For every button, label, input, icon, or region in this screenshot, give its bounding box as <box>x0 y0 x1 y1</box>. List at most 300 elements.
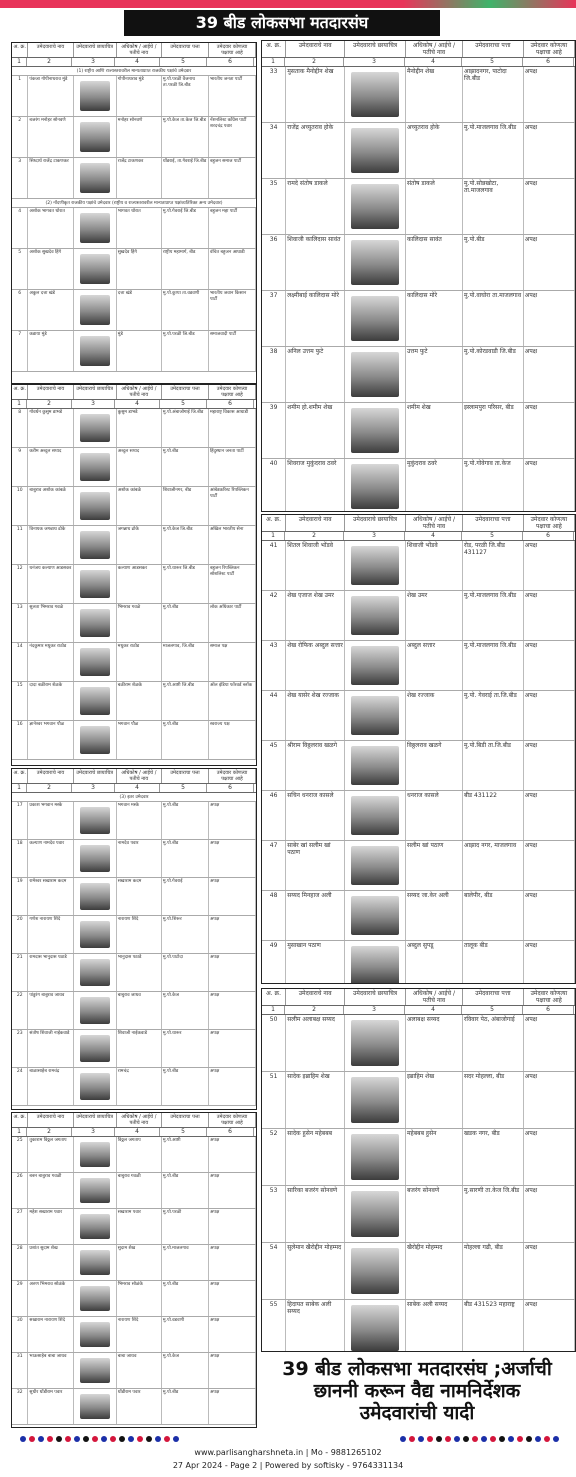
candidate-photo-cell <box>74 1209 117 1244</box>
candidate-party: अपक्ष <box>209 802 256 839</box>
candidate-name: भाऊसाहेब बाबा जाधव <box>28 1353 73 1388</box>
candidate-party: अपक्ष <box>209 1353 256 1388</box>
candidate-photo <box>80 807 110 834</box>
candidate-party: आंबेडकरिस्ट रिपब्लिकन पार्टी <box>209 487 256 525</box>
column-number: 2 <box>27 784 72 792</box>
candidate-name: शिवाजी कालिदास सावंत <box>286 235 345 290</box>
candidate-photo <box>351 1248 399 1294</box>
decorative-dot <box>517 1436 523 1442</box>
header-cell-party: उमेदवार कोणत्या पक्षाचा आहे <box>209 769 256 783</box>
candidate-table-6 <box>261 514 576 984</box>
candidate-name: अशोक सुखदेव हिंगे <box>28 249 73 289</box>
candidate-relative-name: बळीराम शेळके <box>117 682 162 720</box>
table-row <box>12 1245 256 1281</box>
candidate-photo-cell <box>74 1137 117 1172</box>
candidate-party: अपक्ष <box>524 403 575 458</box>
candidate-photo-cell <box>345 1300 406 1352</box>
candidate-name: तुकाराम विठ्ठल जगताप <box>28 1137 73 1172</box>
header-cell-num: अ. क्र. <box>12 385 28 399</box>
column-number: 2 <box>27 1128 72 1136</box>
candidate-name: सचिन धनराज कासले <box>286 791 345 840</box>
candidate-table-1 <box>11 42 257 384</box>
table-header <box>12 769 256 784</box>
candidate-name: शितल शिवाजी भोंडवे <box>286 541 345 590</box>
decorative-dot <box>83 1436 89 1442</box>
candidate-address: मु.पो.पाटोदा <box>162 954 209 991</box>
candidate-relative-name: अशोक कांबळे <box>117 487 162 525</box>
candidate-photo-cell <box>74 117 117 157</box>
candidate-address: मु.पो.बिडी ता.जि.बीड <box>463 741 524 790</box>
candidate-photo-cell <box>74 1030 117 1067</box>
candidate-address: मु.पो.आष्टी जि.बीड <box>162 682 209 720</box>
table-row <box>262 891 575 941</box>
candidate-party: अपक्ष <box>209 1209 256 1244</box>
candidate-party: अपक्ष <box>524 291 575 346</box>
candidate-photo <box>80 81 110 111</box>
candidate-party: अपक्ष <box>524 591 575 640</box>
candidate-photo <box>80 1358 110 1383</box>
table-row <box>262 1072 575 1129</box>
candidate-party: नॅशनलिस्ट काँग्रेस पार्टी शरदचंद्र पवार <box>209 117 256 157</box>
decorative-dot <box>56 1436 62 1442</box>
candidate-photo <box>351 746 399 785</box>
candidate-relative-name: भिमराव सोळंके <box>117 1281 162 1316</box>
column-number: 1 <box>12 784 27 792</box>
header-cell-party: उमेदवार कोणत्या पक्षाचा आहे <box>209 43 256 57</box>
table-row <box>12 1173 256 1209</box>
decorative-dot <box>490 1436 496 1442</box>
decorative-dot <box>463 1436 469 1442</box>
header-cell-name: उमेदवाराचे नाव <box>28 1113 73 1127</box>
candidate-number: 16 <box>12 721 28 759</box>
candidate-photo-cell <box>74 1353 117 1388</box>
candidate-relative-name: नारायण शिंदे <box>117 916 162 953</box>
candidate-photo-cell <box>74 682 117 720</box>
candidate-address: मोहल्ला गढी, बीड <box>463 1243 524 1299</box>
candidate-photo <box>80 163 110 193</box>
header-cell-address: उमेदवाराचा पत्ता <box>463 989 524 1005</box>
candidate-name: सखाराम नारायण शिंदे <box>28 1317 73 1352</box>
table-row <box>262 641 575 691</box>
decorative-dot <box>418 1436 424 1442</box>
table-row <box>262 841 575 891</box>
table-row <box>262 1129 575 1186</box>
candidate-name: सिध्दार्थ राजेंद्र टाकणकर <box>28 158 73 198</box>
header-cell-photo: उमेदवाराचे छायाचित्र <box>345 515 406 531</box>
candidate-party: भारतीय जनता पार्टी <box>209 76 256 116</box>
column-number: 5 <box>160 400 207 408</box>
footer-site[interactable]: www.parlisangharshneta.in | Mo - 9881265102 <box>194 1448 382 1457</box>
candidate-name: बबन बाबुराव गवळी <box>28 1173 73 1208</box>
candidate-photo-cell <box>74 992 117 1029</box>
candidate-photo <box>351 946 399 984</box>
candidate-photo <box>351 696 399 735</box>
candidate-photo-cell <box>345 841 406 890</box>
candidate-party: अपक्ष <box>209 954 256 991</box>
table-row <box>12 526 256 565</box>
candidate-photo <box>80 531 110 559</box>
candidate-party: स्वराज्य पक्ष <box>209 721 256 759</box>
candidate-party: अपक्ष <box>524 235 575 290</box>
candidate-relative-name: बाबा जाधव <box>117 1353 162 1388</box>
decorative-dot <box>65 1436 71 1442</box>
candidate-name: विनायक जगन्नाथ ढोके <box>28 526 73 564</box>
candidate-address: बीड 431523 महाराष्ट्र <box>463 1300 524 1352</box>
candidate-number: 21 <box>12 954 28 991</box>
candidate-address: बीड 431122 <box>463 791 524 840</box>
decorative-dot <box>544 1436 550 1442</box>
candidate-photo-cell <box>345 459 406 512</box>
column-number: 3 <box>344 58 405 66</box>
candidate-party: अपक्ष <box>524 123 575 178</box>
header-cell-photo: उमेदवाराचे छायाचित्र <box>345 989 406 1005</box>
candidate-address: सदर मोहल्ला, बीड <box>463 1072 524 1128</box>
column-number: 1 <box>12 1128 27 1136</box>
table-row <box>12 802 256 840</box>
table-row <box>12 682 256 721</box>
candidate-relative-name: भगवान मस्के <box>117 802 162 839</box>
candidate-party: हिंदुस्थान जनता पार्टी <box>209 448 256 486</box>
decorative-dot <box>427 1436 433 1442</box>
candidate-relative-name: उत्तम फुटे <box>406 347 463 402</box>
column-number: 3 <box>344 1006 405 1014</box>
header-cell-name: उमेदवाराचे नाव <box>286 41 345 57</box>
candidate-number: 7 <box>12 331 28 371</box>
candidate-relative-name: कल्याण आडसकर <box>117 565 162 603</box>
candidate-photo-cell <box>74 1173 117 1208</box>
candidate-photo <box>80 414 110 442</box>
candidate-number: 5 <box>12 249 28 289</box>
table-row <box>12 878 256 916</box>
candidate-party: अपक्ष <box>209 1173 256 1208</box>
column-number: 5 <box>160 1128 207 1136</box>
column-number: 1 <box>12 400 27 408</box>
table-row <box>12 1281 256 1317</box>
candidate-relative-name: कुसुम डाभडे <box>117 409 162 447</box>
table-row <box>262 403 575 459</box>
candidate-name: पांडुरंग बाबुराव जाधव <box>28 992 73 1029</box>
table-row <box>12 1068 256 1106</box>
candidate-photo-cell <box>74 526 117 564</box>
candidate-photo <box>80 1214 110 1239</box>
decorative-dot <box>400 1436 406 1442</box>
candidate-photo-cell <box>345 179 406 234</box>
candidate-name: कल्याण नामदेव पवार <box>28 840 73 877</box>
header-cell-name: उमेदवाराचे नाव <box>28 385 73 399</box>
candidate-photo <box>80 726 110 754</box>
candidate-photo-cell <box>74 878 117 915</box>
candidate-number: 11 <box>12 526 28 564</box>
candidate-name: नंदकुमार मधुकर राठोड <box>28 643 73 681</box>
table-row <box>12 721 256 760</box>
candidate-relative-name: अब्दुल सय्यद <box>117 448 162 486</box>
candidate-relative-name: इब्राहिम शेख <box>406 1072 463 1128</box>
candidate-relative-name: भगवान पौळ <box>117 721 162 759</box>
candidate-name: सारिका बजरंग सोनवणे <box>286 1186 345 1242</box>
candidate-name: सादेक इब्राहिम शेख <box>286 1072 345 1128</box>
candidate-name: बाबुराव अशोक कांबळे <box>28 487 73 525</box>
candidate-relative-name: भिमराव गवळे <box>117 604 162 642</box>
table-row <box>262 541 575 591</box>
candidate-address: रोड, परळी जि.बीड 431127 <box>463 541 524 590</box>
decorative-dots-left <box>20 1436 179 1444</box>
candidate-relative-name: जगन्नाथ ढोके <box>117 526 162 564</box>
column-number: 2 <box>285 1006 344 1014</box>
candidate-relative-name: सखाराम कदम <box>117 878 162 915</box>
decorative-dot <box>454 1436 460 1442</box>
candidate-relative-name: अब्दुल सुपडू <box>406 941 463 984</box>
candidate-name: शेख रोफिक अब्दुल सत्तार <box>286 641 345 690</box>
candidate-photo <box>351 646 399 685</box>
candidate-party: अपक्ष <box>209 1389 256 1424</box>
candidate-party: अखिल भारतीय सेना <box>209 526 256 564</box>
candidate-name: सुलता भिमराव गवळे <box>28 604 73 642</box>
column-number: 1 <box>12 58 27 66</box>
candidate-address: शिवाजीनगर, बीड <box>162 487 209 525</box>
candidate-name: सादेक हुसेन महेबबब <box>286 1129 345 1185</box>
table-row <box>262 235 575 291</box>
header-cell-symbol: अधिकोष / आईचे / पतीचे नाव <box>117 769 162 783</box>
candidate-photo-cell <box>74 409 117 447</box>
candidate-number: 14 <box>12 643 28 681</box>
column-number: 6 <box>207 58 254 66</box>
table-row <box>262 1186 575 1243</box>
candidate-relative-name: मधुकर राठोड <box>117 643 162 681</box>
candidate-relative-name: धोंडीराम पवार <box>117 1389 162 1424</box>
decorative-dot <box>499 1436 505 1442</box>
table-row <box>12 290 256 331</box>
candidate-photo-cell <box>74 643 117 681</box>
candidate-photo <box>351 72 399 117</box>
decorative-dot <box>137 1436 143 1442</box>
header-cell-party: उमेदवार कोणत्या पक्षाचा आहे <box>209 385 256 399</box>
candidate-photo <box>351 296 399 341</box>
candidate-address: मु.पो.परळी <box>162 1209 209 1244</box>
table-row <box>12 1317 256 1353</box>
header-cell-party: उमेदवार कोणत्या पक्षाचा आहे <box>524 41 575 57</box>
candidate-number: 28 <box>12 1245 28 1280</box>
candidate-table-2 <box>11 384 257 766</box>
column-number: 3 <box>72 1128 115 1136</box>
candidate-party: अपक्ष <box>524 1072 575 1128</box>
candidate-address: मु.पो.अंबाजोगाई जि.बीड <box>162 409 209 447</box>
page-title: 39 बीड लोकसभा मतदारसंघ <box>124 10 440 36</box>
candidate-number: 32 <box>12 1389 28 1424</box>
table-header <box>262 41 575 58</box>
candidate-photo-cell <box>345 67 406 122</box>
candidate-number: 4 <box>12 208 28 248</box>
header-cell-num: अ. क्र. <box>12 1113 28 1127</box>
candidate-party: अपक्ष <box>524 179 575 234</box>
column-number: 4 <box>115 400 160 408</box>
candidate-number: 33 <box>262 67 286 122</box>
decorative-dot <box>481 1436 487 1442</box>
candidate-party: अपक्ष <box>524 741 575 790</box>
candidate-address: मु.पो.बीड <box>162 1389 209 1424</box>
candidate-name: कडाया मुंडे <box>28 331 73 371</box>
column-number: 6 <box>523 1006 574 1014</box>
table-row <box>12 487 256 526</box>
candidate-photo <box>351 896 399 935</box>
candidate-party: बहुजन समाज पार्टी <box>209 158 256 198</box>
table-row <box>12 1030 256 1068</box>
candidate-address: मु.पो.गेवराई <box>162 878 209 915</box>
column-number: 4 <box>115 784 160 792</box>
candidate-address: मु.पो.माजलगाव जि.बीड <box>463 641 524 690</box>
footer-headline-line-1: 39 बीड लोकसभा मतदारसंघ ;अर्जाची <box>282 1358 552 1380</box>
candidate-photo <box>80 1394 110 1419</box>
candidate-number: 42 <box>262 591 286 640</box>
candidate-party: अपक्ष <box>209 840 256 877</box>
table-row <box>12 565 256 604</box>
column-number-row <box>262 532 575 541</box>
candidate-address: मु.पो.परळी जि.बीड <box>162 331 209 371</box>
candidate-number: 45 <box>262 741 286 790</box>
column-number: 4 <box>405 1006 462 1014</box>
decorative-dot <box>47 1436 53 1442</box>
candidate-photo-cell <box>345 1129 406 1185</box>
candidate-party: अपक्ष <box>524 891 575 940</box>
table-row <box>12 331 256 372</box>
candidate-photo <box>80 492 110 520</box>
table-row <box>262 291 575 347</box>
header-cell-photo: उमेदवाराचे छायाचित्र <box>74 769 117 783</box>
column-number: 6 <box>207 1128 254 1136</box>
candidate-photo <box>80 1178 110 1203</box>
candidate-name: महेश सखाराम पवार <box>28 1209 73 1244</box>
candidate-photo <box>80 336 110 366</box>
decorative-dot <box>436 1436 442 1442</box>
candidate-photo-cell <box>74 1389 117 1424</box>
candidate-name: अनिल उत्तम फुटे <box>286 347 345 402</box>
table-row <box>262 123 575 179</box>
table-header <box>12 385 256 400</box>
candidate-number: 29 <box>12 1281 28 1316</box>
table-row <box>262 791 575 841</box>
header-cell-num: अ. क्र. <box>12 769 28 783</box>
candidate-photo <box>351 546 399 585</box>
candidate-name: अकुल दत्ता खंडे <box>28 290 73 330</box>
table-row <box>12 840 256 878</box>
column-number: 3 <box>72 784 115 792</box>
section-heading: (1) राष्ट्रीय आणि राज्यस्तरावरील मान्यताप्राप्त राजकीय पक्षांचे उमेदवार <box>12 67 256 76</box>
decorative-dot <box>508 1436 514 1442</box>
candidate-name: गणेश नारायण शिंदे <box>28 916 73 953</box>
candidate-relative-name: अलाबक्ष सय्यद <box>406 1015 463 1071</box>
table-row <box>262 1300 575 1352</box>
candidate-photo <box>351 408 399 453</box>
decorative-dot <box>29 1436 35 1442</box>
candidate-name: धनंजय कल्याण आडसकर <box>28 565 73 603</box>
candidate-photo-cell <box>345 891 406 940</box>
candidate-name: सुधीर धोंडीराम पवार <box>28 1389 73 1424</box>
candidate-table-7 <box>261 988 576 1352</box>
candidate-photo <box>351 796 399 835</box>
candidate-address: मु.पो.केज <box>162 1353 209 1388</box>
candidate-photo <box>80 1073 110 1100</box>
candidate-relative-name: विठ्ठल जगताप <box>117 1137 162 1172</box>
decorative-dot <box>92 1436 98 1442</box>
candidate-relative-name: शेख रज्जाक <box>406 691 463 740</box>
candidate-photo <box>80 570 110 598</box>
candidate-address: रविवार पेठ, अंबाजोगाई <box>463 1015 524 1071</box>
column-number-row <box>12 784 256 793</box>
candidate-party: अपक्ष <box>524 841 575 890</box>
candidate-relative-name: नामदेव पवार <box>117 840 162 877</box>
candidate-number: 25 <box>12 1137 28 1172</box>
candidate-number: 27 <box>12 1209 28 1244</box>
header-cell-party: उमेदवार कोणत्या पक्षाचा आहे <box>524 515 575 531</box>
candidate-relative-name: सय्यद जा.केर अली <box>406 891 463 940</box>
candidate-address: मु.पो.कुप्पा ता.वडवणी <box>162 290 209 330</box>
candidate-photo <box>80 921 110 948</box>
candidate-address: मु.पो.केज <box>162 992 209 1029</box>
candidate-photo <box>80 453 110 481</box>
candidate-party: बहुजन रिपब्लिकन सोशलिस्ट पार्टी <box>209 565 256 603</box>
candidate-photo-cell <box>345 1015 406 1071</box>
decorative-dot <box>472 1436 478 1442</box>
candidate-photo <box>80 1322 110 1347</box>
candidate-party: अपक्ष <box>209 1137 256 1172</box>
candidate-number: 55 <box>262 1300 286 1352</box>
column-number: 5 <box>462 532 523 540</box>
table-row <box>12 1353 256 1389</box>
candidate-relative-name: बाबुराव जाधव <box>117 992 162 1029</box>
candidate-party: लोक अधिकार पार्टी <box>209 604 256 642</box>
candidate-relative-name: शिवाजी भोंडवे <box>406 541 463 590</box>
candidate-relative-name: भानुदास पठाडे <box>117 954 162 991</box>
candidate-photo-cell <box>345 791 406 840</box>
candidate-address: मु.पो.धारूर जि.बीड <box>162 565 209 603</box>
candidate-address: मु.पो.बीड <box>463 235 524 290</box>
candidate-name: करीम अब्दुल सय्यद <box>28 448 73 486</box>
column-number: 4 <box>405 58 462 66</box>
decorative-dot <box>146 1436 152 1442</box>
candidate-photo <box>80 122 110 152</box>
candidate-photo-cell <box>345 123 406 178</box>
table-row <box>12 117 256 158</box>
column-number: 1 <box>262 1006 285 1014</box>
candidate-photo-cell <box>74 1281 117 1316</box>
candidate-photo-cell <box>345 641 406 690</box>
candidate-name: पंकजा गोपीनाथराव मुंडे <box>28 76 73 116</box>
column-number: 4 <box>405 532 462 540</box>
candidate-relative-name: बाबुराव गवळी <box>117 1173 162 1208</box>
candidate-address: मु.पो.बीड <box>162 721 209 759</box>
candidate-number: 6 <box>12 290 28 330</box>
column-number: 5 <box>160 784 207 792</box>
candidate-name: रामदे संतोष डाकले <box>286 179 345 234</box>
candidate-name: संतोष शिवाजी नाईकवाडे <box>28 1030 73 1067</box>
candidate-address: मु.पो.वडवणी <box>162 1317 209 1352</box>
header-cell-symbol: अधिकोष / आईचे / पतीचे नाव <box>117 43 162 57</box>
decorative-dot <box>409 1436 415 1442</box>
column-number: 4 <box>115 1128 160 1136</box>
candidate-address: मु.पो.केज ता.केज जि.बीड <box>162 117 209 157</box>
candidate-name: अरुण भिमराव सोळंके <box>28 1281 73 1316</box>
candidate-party: अपक्ष <box>209 916 256 953</box>
candidate-number: 47 <box>262 841 286 890</box>
candidate-photo-cell <box>74 840 117 877</box>
candidate-party: अपक्ष <box>209 878 256 915</box>
candidate-party: बहुजन महा पार्टी <box>209 208 256 248</box>
table-row <box>262 347 575 403</box>
candidate-photo <box>80 1286 110 1311</box>
candidate-photo-cell <box>74 1317 117 1352</box>
candidate-photo-cell <box>74 916 117 953</box>
table-row <box>262 591 575 641</box>
candidate-table-5 <box>261 40 576 512</box>
